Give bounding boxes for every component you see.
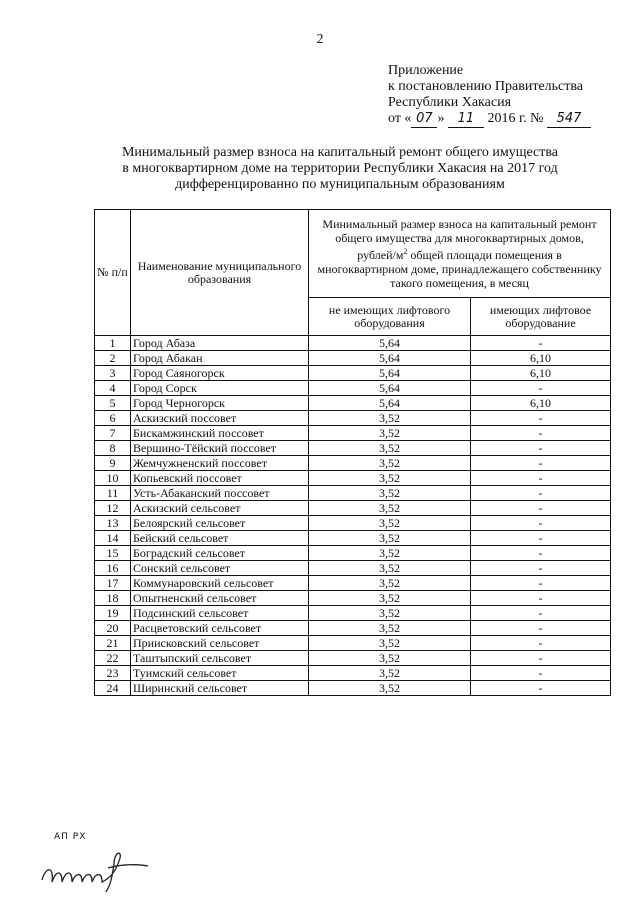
page-number: 2 bbox=[316, 32, 324, 47]
header-number: № п/п bbox=[95, 210, 131, 336]
table-row bbox=[95, 651, 611, 666]
municipality-name: Аскизский сельсовет bbox=[131, 501, 309, 516]
row-number: 1 bbox=[95, 336, 131, 351]
table-row bbox=[95, 516, 611, 531]
rate-no-elevator: 3,52 bbox=[309, 486, 471, 501]
date-month: 11 bbox=[448, 111, 484, 128]
row-number: 13 bbox=[95, 516, 131, 531]
municipality-name: Таштыпский сельсовет bbox=[131, 651, 309, 666]
rate-with-elevator: - bbox=[471, 636, 611, 651]
rate-no-elevator: 3,52 bbox=[309, 456, 471, 471]
rate-no-elevator: 3,52 bbox=[309, 666, 471, 681]
municipality-name: Копьевский поссовет bbox=[131, 471, 309, 486]
rate-with-elevator: - bbox=[471, 381, 611, 396]
municipality-name: Город Саяногорск bbox=[131, 366, 309, 381]
appendix-decree: к постановлению Правительства bbox=[388, 79, 584, 94]
date-day: 07 bbox=[411, 111, 437, 128]
row-number: 10 bbox=[95, 471, 131, 486]
table-row bbox=[95, 531, 611, 546]
date-prefix: от « bbox=[388, 111, 412, 126]
municipality-name: Усть-Абаканский поссовет bbox=[131, 486, 309, 501]
municipality-name: Расцветовский сельсовет bbox=[131, 621, 309, 636]
row-number: 24 bbox=[95, 681, 131, 696]
table-row bbox=[95, 411, 611, 426]
rate-with-elevator: - bbox=[471, 651, 611, 666]
archive-stamp: АП РХ bbox=[54, 832, 87, 842]
municipality-name: Подсинский сельсовет bbox=[131, 606, 309, 621]
rate-no-elevator: 3,52 bbox=[309, 546, 471, 561]
municipality-name: Аскизский поссовет bbox=[131, 411, 309, 426]
row-number: 3 bbox=[95, 366, 131, 381]
row-number: 5 bbox=[95, 396, 131, 411]
table-row bbox=[95, 621, 611, 636]
row-number: 17 bbox=[95, 576, 131, 591]
rate-no-elevator: 3,52 bbox=[309, 561, 471, 576]
header-no-elevator: не имеющих лифтового оборудования bbox=[309, 298, 471, 336]
row-number: 7 bbox=[95, 426, 131, 441]
rate-with-elevator: - bbox=[471, 576, 611, 591]
table-row bbox=[95, 426, 611, 441]
row-number: 22 bbox=[95, 651, 131, 666]
row-number: 15 bbox=[95, 546, 131, 561]
rate-with-elevator: 6,10 bbox=[471, 396, 611, 411]
municipality-name: Приисковский сельсовет bbox=[131, 636, 309, 651]
rate-with-elevator: - bbox=[471, 426, 611, 441]
row-number: 16 bbox=[95, 561, 131, 576]
title-line-2: в многоквартирном доме на территории Республики Хакасия на 2017 год bbox=[122, 161, 558, 176]
rate-no-elevator: 3,52 bbox=[309, 516, 471, 531]
municipality-name: Туимский сельсовет bbox=[131, 666, 309, 681]
table-row bbox=[95, 501, 611, 516]
signature bbox=[34, 842, 174, 892]
municipality-name: Бискамжинский поссовет bbox=[131, 426, 309, 441]
municipality-name: Жемчужненский поссовет bbox=[131, 456, 309, 471]
table-row bbox=[95, 441, 611, 456]
number-prefix: № bbox=[530, 111, 544, 126]
rate-with-elevator: - bbox=[471, 456, 611, 471]
rate-no-elevator: 3,52 bbox=[309, 591, 471, 606]
rate-no-elevator: 3,52 bbox=[309, 576, 471, 591]
table-row bbox=[95, 471, 611, 486]
table-row bbox=[95, 336, 611, 351]
rate-no-elevator: 3,52 bbox=[309, 681, 471, 696]
table-row bbox=[95, 561, 611, 576]
table-row bbox=[95, 591, 611, 606]
row-number: 14 bbox=[95, 531, 131, 546]
date-sep: » bbox=[437, 111, 445, 126]
rate-no-elevator: 3,52 bbox=[309, 471, 471, 486]
rate-no-elevator: 3,52 bbox=[309, 441, 471, 456]
row-number: 6 bbox=[95, 411, 131, 426]
municipality-name: Город Сорск bbox=[131, 381, 309, 396]
municipality-name: Город Абаза bbox=[131, 336, 309, 351]
rate-with-elevator: - bbox=[471, 666, 611, 681]
municipality-name: Сонский сельсовет bbox=[131, 561, 309, 576]
row-number: 2 bbox=[95, 351, 131, 366]
rate-with-elevator: - bbox=[471, 441, 611, 456]
rate-with-elevator: - bbox=[471, 486, 611, 501]
rate-no-elevator: 5,64 bbox=[309, 396, 471, 411]
rate-no-elevator: 3,52 bbox=[309, 531, 471, 546]
rate-with-elevator: - bbox=[471, 501, 611, 516]
row-number: 12 bbox=[95, 501, 131, 516]
table-row bbox=[95, 636, 611, 651]
appendix-republic: Республики Хакасия bbox=[388, 95, 512, 110]
row-number: 4 bbox=[95, 381, 131, 396]
rate-no-elevator: 5,64 bbox=[309, 336, 471, 351]
row-number: 21 bbox=[95, 636, 131, 651]
rate-with-elevator: - bbox=[471, 546, 611, 561]
rate-no-elevator: 5,64 bbox=[309, 366, 471, 381]
header-municipality: Наименование муниципального образования bbox=[131, 210, 309, 336]
contribution-table bbox=[94, 209, 611, 696]
municipality-name: Опытненский сельсовет bbox=[131, 591, 309, 606]
table-row bbox=[95, 606, 611, 621]
table-row bbox=[95, 456, 611, 471]
rate-no-elevator: 5,64 bbox=[309, 351, 471, 366]
document-title bbox=[60, 145, 620, 193]
rate-no-elevator: 3,52 bbox=[309, 651, 471, 666]
rate-with-elevator: - bbox=[471, 681, 611, 696]
row-number: 8 bbox=[95, 441, 131, 456]
header-contribution bbox=[309, 210, 611, 298]
municipality-name: Бейский сельсовет bbox=[131, 531, 309, 546]
municipality-name: Боградский сельсовет bbox=[131, 546, 309, 561]
date-year: 2016 г. bbox=[487, 111, 527, 126]
rate-with-elevator: - bbox=[471, 531, 611, 546]
rate-with-elevator: - bbox=[471, 561, 611, 576]
row-number: 19 bbox=[95, 606, 131, 621]
decree-number: 547 bbox=[547, 111, 591, 128]
municipality-name: Коммунаровский сельсовет bbox=[131, 576, 309, 591]
rate-no-elevator: 3,52 bbox=[309, 411, 471, 426]
appendix-date-line bbox=[388, 111, 591, 128]
table-row bbox=[95, 681, 611, 696]
municipality-name: Вершино-Тёйский поссовет bbox=[131, 441, 309, 456]
rate-with-elevator: - bbox=[471, 516, 611, 531]
title-line-1: Минимальный размер взноса на капитальный ремонт общего имущества bbox=[121, 145, 559, 160]
rate-no-elevator: 3,52 bbox=[309, 606, 471, 621]
header-contribution-sup: 2 bbox=[403, 247, 408, 256]
header-contribution-b: общей площади помещения в многоквартирном доме, принадлежащего собственнику такого помещения, в месяц bbox=[317, 248, 602, 290]
row-number: 23 bbox=[95, 666, 131, 681]
row-number: 9 bbox=[95, 456, 131, 471]
municipality-name: Город Абакан bbox=[131, 351, 309, 366]
table-row bbox=[95, 366, 611, 381]
table-row bbox=[95, 381, 611, 396]
row-number: 11 bbox=[95, 486, 131, 501]
rate-no-elevator: 5,64 bbox=[309, 381, 471, 396]
rate-no-elevator: 3,52 bbox=[309, 501, 471, 516]
rate-no-elevator: 3,52 bbox=[309, 426, 471, 441]
rate-with-elevator: - bbox=[471, 471, 611, 486]
table-row bbox=[95, 546, 611, 561]
appendix-header bbox=[388, 63, 591, 128]
rate-with-elevator: - bbox=[471, 621, 611, 636]
table-row bbox=[95, 351, 611, 366]
municipality-name: Ширинский сельсовет bbox=[131, 681, 309, 696]
title-line-3: дифференцированно по муниципальным образованиям bbox=[175, 177, 505, 192]
municipality-name: Город Черногорск bbox=[131, 396, 309, 411]
table-row bbox=[95, 486, 611, 501]
header-with-elevator: имеющих лифтовое оборудование bbox=[471, 298, 611, 336]
rate-no-elevator: 3,52 bbox=[309, 636, 471, 651]
rate-with-elevator: 6,10 bbox=[471, 366, 611, 381]
table-row bbox=[95, 576, 611, 591]
appendix-title: Приложение bbox=[388, 63, 464, 78]
table-row bbox=[95, 396, 611, 411]
table-row bbox=[95, 666, 611, 681]
rate-with-elevator: - bbox=[471, 336, 611, 351]
rate-with-elevator: - bbox=[471, 411, 611, 426]
municipality-name: Белоярский сельсовет bbox=[131, 516, 309, 531]
rate-with-elevator: 6,10 bbox=[471, 351, 611, 366]
header-contribution-a: Минимальный размер взноса на капитальный ремонт общего имущества для многоквартирных домов, рублей/м bbox=[322, 217, 597, 262]
rate-with-elevator: - bbox=[471, 591, 611, 606]
row-number: 18 bbox=[95, 591, 131, 606]
rate-no-elevator: 3,52 bbox=[309, 621, 471, 636]
row-number: 20 bbox=[95, 621, 131, 636]
rate-with-elevator: - bbox=[471, 606, 611, 621]
